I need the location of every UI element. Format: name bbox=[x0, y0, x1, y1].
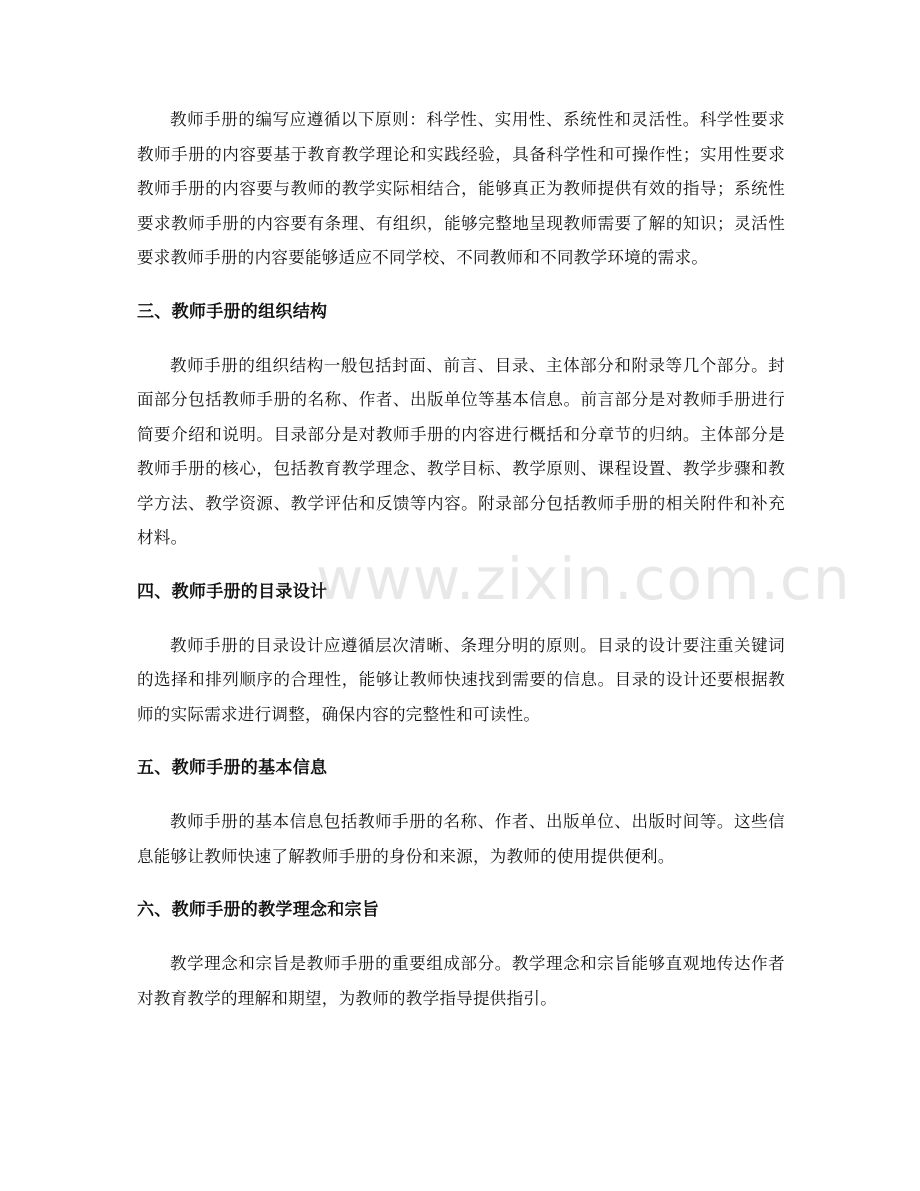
section-heading-philosophy: 六、教师手册的教学理念和宗旨 bbox=[137, 900, 380, 920]
section-body-basic-info: 教师手册的基本信息包括教师手册的名称、作者、出版单位、出版时间等。这些信息能够让教师快速了解教师手册的身份和来源，为教师的使用提供便利。 bbox=[137, 812, 785, 866]
document-body bbox=[137, 103, 785, 1016]
section-body-toc-design: 教师手册的目录设计应遵循层次清晰、条理分明的原则。目录的设计要注重关键词的选择和排列顺序的合理性，能够让教师快速找到需要的信息。目录的设计还要根据教师的实际需求进行调整，确保内容的完整性和可读性。 bbox=[137, 635, 785, 724]
intro-paragraph: 教师手册的编写应遵循以下原则：科学性、实用性、系统性和灵活性。科学性要求教师手册的内容要基于教育教学理论和实践经验，具备科学性和可操作性；实用性要求教师手册的内容要与教师的教学实际相结合，能够真正为教师提供有效的指导；系统性要求教师手册的内容要有条理、有组织，能够完整地呈现教师需要了解的知识；灵活性要求教师手册的内容要能够适应不同学校、不同教师和不同教学环境的需求。 bbox=[137, 110, 785, 267]
section-body-organization: 教师手册的组织结构一般包括封面、前言、目录、主体部分和附录等几个部分。封面部分包括教师手册的名称、作者、出版单位等基本信息。前言部分是对教师手册进行简要介绍和说明。目录部分是对教师手册的内容进行概括和分章节的归纳。主体部分是教师手册的核心，包括教育教学理念、教学目标、教学原则、课程设置、教学步骤和教学方法、教学资源、教学评估和反馈等内容。附录部分包括教师手册的相关附件和补充材料。 bbox=[137, 355, 785, 547]
watermark-text: www.zixin.com.cn bbox=[316, 545, 851, 613]
section-heading-basic-info: 五、教师手册的基本信息 bbox=[137, 758, 328, 778]
section-heading-organization: 三、教师手册的组织结构 bbox=[137, 301, 328, 322]
section-heading-toc-design: 四、教师手册的目录设计 bbox=[137, 581, 328, 602]
section-body-philosophy: 教学理念和宗旨是教师手册的重要组成部分。教学理念和宗旨能够直观地传达作者对教育教学的理解和期望，为教师的教学指导提供指引。 bbox=[137, 954, 785, 1008]
